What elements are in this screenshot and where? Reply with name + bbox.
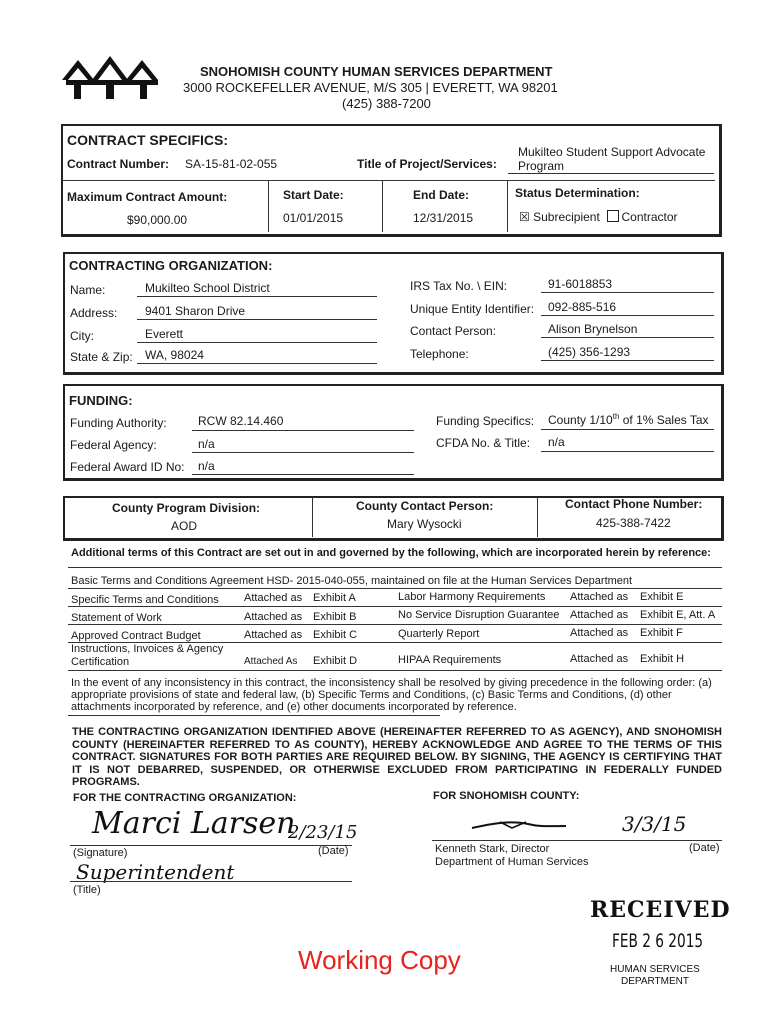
- exhibit-d: Exhibit D: [313, 655, 358, 667]
- max-amount: $90,000.00: [127, 213, 188, 227]
- county-contact: Mary Wysocki: [387, 517, 462, 531]
- received-stamp: RECEIVED: [590, 897, 731, 923]
- irs-label: IRS Tax No. \ EIN:: [410, 279, 508, 293]
- signature-label: (Signature): [73, 847, 128, 859]
- exhibit-b: Exhibit B: [313, 611, 357, 623]
- status-label: Status Determination:: [515, 186, 640, 200]
- funding-specifics: County 1/10th of 1% Sales Tax: [548, 412, 709, 427]
- org-sign-heading: FOR THE CONTRACTING ORGANIZATION:: [73, 792, 297, 804]
- title-value-2: Program: [518, 159, 565, 173]
- quarterly-report: Quarterly Report: [398, 628, 480, 640]
- terms-intro: Additional terms of this Contract are set out in and governed by the following, which are incorporated herein by reference:: [71, 547, 711, 559]
- award-id: n/a: [198, 459, 215, 473]
- org-name-label: Name:: [70, 283, 106, 297]
- org-signature[interactable]: Marci Larsen: [92, 806, 296, 841]
- cfda-label: CFDA No. & Title:: [436, 436, 531, 450]
- org-address-label: Address:: [70, 306, 118, 320]
- no-service-disruption: No Service Disruption Guarantee: [398, 609, 560, 621]
- county-division: AOD: [171, 519, 198, 533]
- working-copy-watermark: Working Copy: [298, 945, 461, 975]
- org-state-label: State & Zip:: [70, 350, 133, 364]
- precedence-text: In the event of any inconsistency in this contract, the inconsistency shall be resolved by giving precedence in the following order: (a) appropriate provisions of state and federal law, (b) Specific Terms and Conditions, (c) Basic Terms and Conditions, (d) other attachments incorporated by reference, and (e) other documents incorporated by reference.: [71, 677, 712, 713]
- funding-heading: FUNDING:: [69, 393, 133, 408]
- basic-terms: Basic Terms and Conditions Agreement HSD- 2015-040-055, maintained on file at the Human Services Department: [71, 575, 633, 587]
- exhibit-f: Exhibit F: [640, 627, 683, 639]
- exhibit-c: Exhibit C: [313, 629, 358, 641]
- contractor-label: Contractor: [621, 210, 678, 224]
- stamp-line-2: DEPARTMENT: [621, 976, 689, 987]
- labor-harmony: Labor Harmony Requirements: [398, 591, 546, 603]
- org-city: Everett: [145, 327, 184, 341]
- exhibit-f-attached: Attached as: [570, 627, 629, 639]
- max-amount-label: Maximum Contract Amount:: [67, 190, 228, 204]
- county-contact-label: County Contact Person:: [356, 499, 494, 513]
- approved-budget: Approved Contract Budget: [71, 630, 201, 642]
- county-sign-heading: FOR SNOHOMISH COUNTY:: [433, 790, 580, 802]
- subrecipient-checkbox-checked[interactable]: ☒: [519, 210, 530, 224]
- subrecipient-label: Subrecipient: [533, 210, 600, 224]
- org-state: WA, 98024: [145, 348, 204, 362]
- county-logo-icon: [62, 52, 162, 102]
- org-city-label: City:: [70, 329, 94, 343]
- status-options: [519, 210, 678, 224]
- exhibit-d-attached: Attached As: [244, 656, 298, 667]
- title-value-1: Mukilteo Student Support Advocate: [518, 145, 706, 159]
- hipaa-requirements: HIPAA Requirements: [398, 654, 502, 666]
- exhibit-h: Exhibit H: [640, 653, 685, 665]
- contract-specifics-heading: CONTRACT SPECIFICS:: [67, 132, 228, 148]
- telephone-label: Telephone:: [410, 347, 469, 361]
- start-date-label: Start Date:: [283, 188, 344, 202]
- funding-authority: RCW 82.14.460: [198, 414, 284, 428]
- exhibit-a: Exhibit A: [313, 592, 356, 604]
- exhibit-b-attached: Attached as: [244, 611, 303, 623]
- statement-of-work: Statement of Work: [71, 612, 162, 624]
- funding-authority-label: Funding Authority:: [70, 416, 167, 430]
- award-id-label: Federal Award ID No:: [70, 460, 185, 474]
- org-name: Mukilteo School District: [145, 281, 270, 295]
- exhibit-e: Exhibit E: [640, 591, 684, 603]
- federal-agency: n/a: [198, 437, 215, 451]
- dept-name: SNOHOMISH COUNTY HUMAN SERVICES DEPARTMENT: [200, 64, 553, 79]
- contract-number-label: Contract Number:: [67, 157, 170, 171]
- county-signature: [470, 814, 590, 838]
- org-sign-date[interactable]: 2/23/15: [288, 822, 358, 843]
- county-phone: 425-388-7422: [596, 516, 671, 530]
- title-value[interactable]: Superintendent: [76, 860, 235, 884]
- certification-text: THE CONTRACTING ORGANIZATION IDENTIFIED ABOVE (HEREINAFTER REFERRED TO AS AGENCY), AND SNOHOMISH COUNTY (HEREINAFTER REFERRED TO AS COUNTY), HEREBY ACKNOWLEDGE AND AGREE TO THE TERMS OF THIS CONTRACT. SIGNATURES FOR BOTH PARTIES ARE REQUIRED BELOW. BY SIGNING, THE AGENCY IS CERTIFYING THAT IT IS NOT DEBARRED, SUSPENDED, OR OTHERWISE EXCLUDED FROM PARTICIPATING IN FEDERALLY FUNDED PROGRAMS.: [72, 726, 722, 788]
- county-division-label: County Program Division:: [112, 501, 261, 515]
- cfda-value: n/a: [548, 435, 565, 449]
- org-date-label: (Date): [318, 845, 349, 857]
- exhibit-e-attached: Attached as: [570, 591, 629, 603]
- dept-address: 3000 ROCKEFELLER AVENUE, M/S 305 | EVERETT, WA 98201: [183, 80, 558, 95]
- title-label: (Title): [73, 884, 101, 896]
- county-director: Kenneth Stark, Director: [435, 843, 550, 855]
- org-address: 9401 Sharon Drive: [145, 304, 246, 318]
- exhibit-e-att-attached: Attached as: [570, 609, 629, 621]
- uei-label: Unique Entity Identifier:: [410, 302, 535, 316]
- end-date-label: End Date:: [413, 188, 470, 202]
- exhibit-a-attached: Attached as: [244, 592, 303, 604]
- contracting-org-heading: CONTRACTING ORGANIZATION:: [69, 258, 273, 273]
- irs-value: 91-6018853: [548, 277, 613, 291]
- contact-label: Contact Person:: [410, 324, 497, 338]
- federal-agency-label: Federal Agency:: [70, 438, 157, 452]
- start-date: 01/01/2015: [283, 211, 344, 225]
- exhibit-e-att-a: Exhibit E, Att. A: [640, 609, 716, 621]
- exhibit-c-attached: Attached as: [244, 629, 303, 641]
- certification: Certification: [71, 656, 130, 668]
- county-phone-label: Contact Phone Number:: [565, 497, 703, 511]
- contract-number: SA-15-81-02-055: [185, 157, 278, 171]
- instructions-invoices: Instructions, Invoices & Agency: [71, 643, 224, 655]
- stamp-line-1: HUMAN SERVICES: [610, 964, 700, 975]
- telephone-value: (425) 356-1293: [548, 345, 631, 359]
- dept-phone: (425) 388-7200: [342, 96, 431, 111]
- end-date: 12/31/2015: [413, 211, 474, 225]
- received-date: FEB 2 6 2015: [612, 930, 704, 952]
- funding-specifics-label: Funding Specifics:: [436, 414, 535, 428]
- exhibit-row-1-left: Specific Terms and Conditions: [71, 594, 219, 606]
- exhibit-h-attached: Attached as: [570, 653, 629, 665]
- uei-value: 092-885-516: [548, 300, 617, 314]
- county-date-label: (Date): [689, 842, 720, 854]
- contractor-checkbox[interactable]: [607, 210, 619, 222]
- county-department: Department of Human Services: [435, 856, 589, 868]
- title-label: Title of Project/Services:: [357, 157, 497, 171]
- contact-value: Alison Brynelson: [548, 322, 638, 336]
- county-sign-date[interactable]: 3/3/15: [622, 812, 687, 836]
